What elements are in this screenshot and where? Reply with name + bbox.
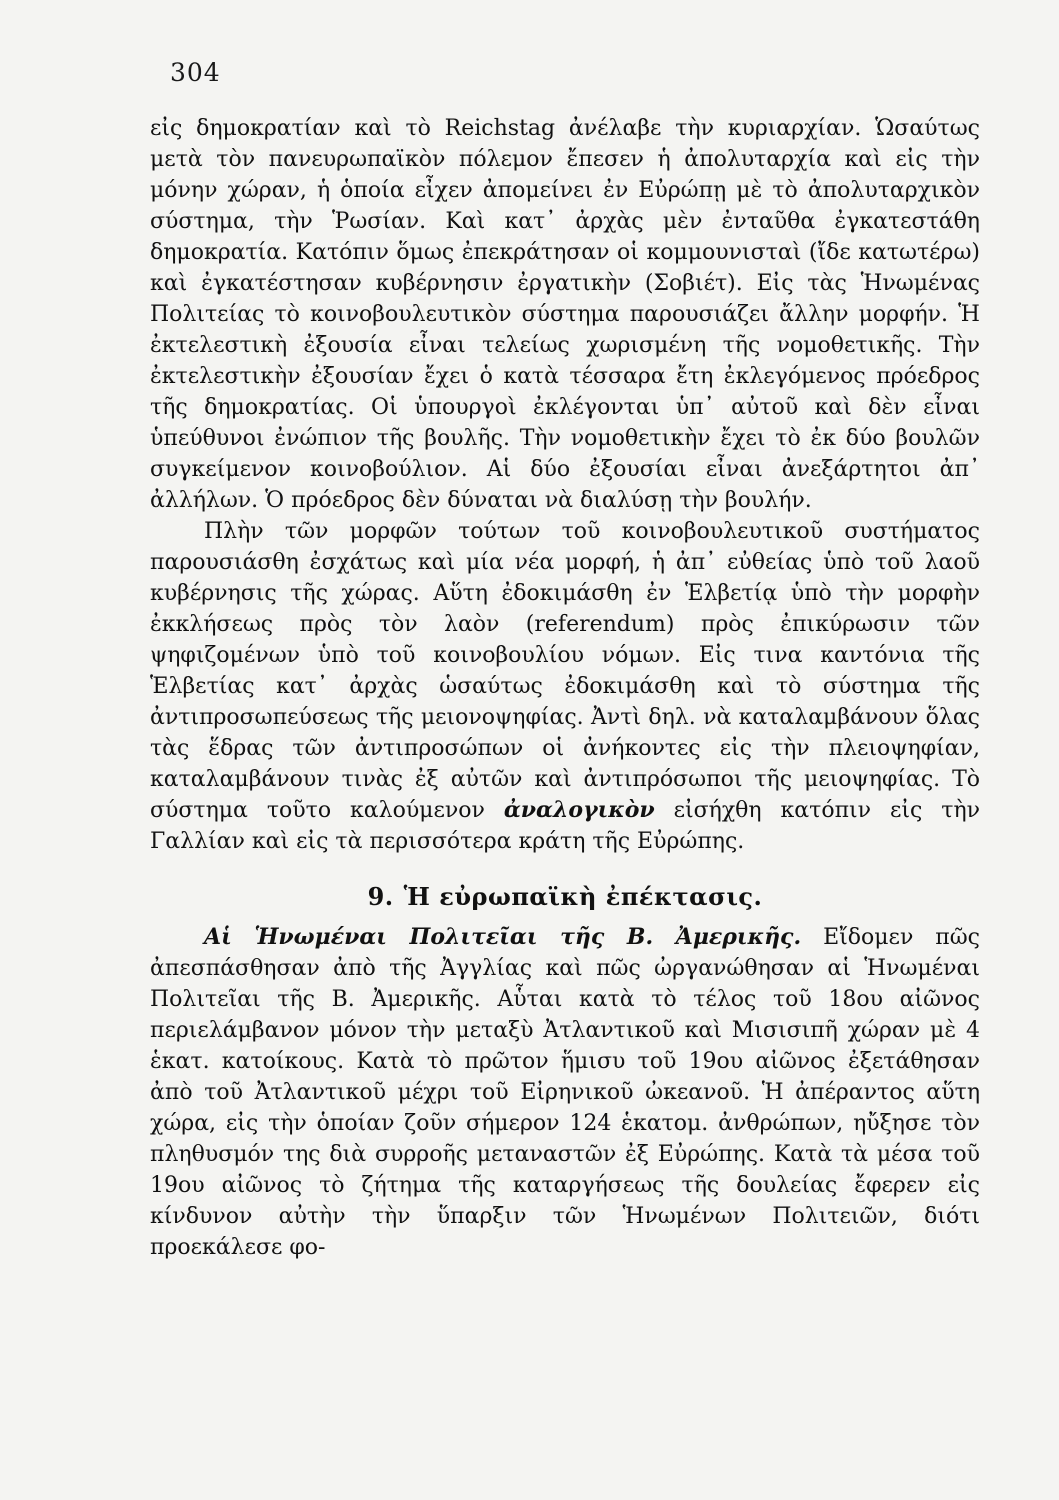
paragraph-1: εἰς δημοκρατίαν καὶ τὸ Reichstag ἀνέλαβε τὴν κυριαρχίαν. Ὡσαύτως μετὰ τὸν πανευρωπαϊκὸν πόλεμον ἔπεσεν ἡ ἀπολυταρχία καὶ εἰς τὴν μόνην χώραν, ἡ ὁποία εἶχεν ἀπομείνει ἐν Εὐρώπῃ μὲ τὸ ἀπολυταρχικὸν σύστημα, τὴν Ῥωσίαν. Καὶ κατ᾿ ἀρχὰς μὲν ἐνταῦθα ἐγκατεστάθη δημοκρατία. Κατόπιν ὅμως ἐπεκράτησαν οἱ κομμουνισταὶ (ἴδε κατωτέρω) καὶ ἐγκατέστησαν κυβέρνησιν ἐργατικὴν (Σοβιέτ). Εἰς τὰς Ἡνωμένας Πολιτείας τὸ κοινοβουλευτικὸν σύστημα παρουσιάζει ἄλλην μορφήν. Ἡ ἐκτελεστικὴ ἐξουσία εἶναι τελείως χωρισμένη τῆς νομοθετικῆς. Τὴν ἐκτελεστικὴν ἐξουσίαν ἔχει ὁ κατὰ τέσσαρα ἔτη ἐκλεγόμενος πρόεδρος τῆς δημοκρατίας. Οἱ ὑπουργοὶ ἐκλέγονται ὑπ᾿ αὐτοῦ καὶ δὲν εἶναι ὑπεύθυνοι ἐνώπιον τῆς βουλῆς. Τὴν νομοθετικὴν ἔχει τὸ ἐκ δύο βουλῶν συγκείμενον κοινοβούλιον. Αἱ δύο ἐξουσίαι εἶναι ἀνεξάρτητοι ἀπ᾿ ἀλλήλων. Ὁ πρόεδρος δὲν δύναται νὰ διαλύσῃ τὴν βουλήν. xyxy=(150,116,980,513)
paragraph-3-text: Εἴδομεν πῶς ἀπεσπάσθησαν ἀπὸ τῆς Ἀγγλίας καὶ πῶς ὠργανώθησαν αἱ Ἡνωμέναι Πολιτεῖαι τῆς Β. Ἀμερικῆς. Αὗται κατὰ τὸ τέλος τοῦ 18ου αἰῶνος περιελάμβανον μόνον τὴν μεταξὺ Ἀτλαντικοῦ καὶ Μισισιπῆ χώραν μὲ 4 ἑκατ. κατοίκους. Κατὰ τὸ πρῶτον ἥμισυ τοῦ 19ου αἰῶνος ἐξετάθησαν ἀπὸ τοῦ Ἀτλαντικοῦ μέχρι τοῦ Εἰρηνικοῦ ὠκεανοῦ. Ἡ ἀπέραντος αὕτη χώρα, εἰς τὴν ὁποίαν ζοῦν σήμερον 124 ἑκατομ. ἀνθρώπων, ηὔξησε τὸν πληθυσμόν της διὰ συρροῆς μεταναστῶν ἐξ Εὐρώπης. Κατὰ τὰ μέσα τοῦ 19ου αἰῶνος τὸ ζήτημα τῆς καταργήσεως τῆς δουλείας ἔφερεν εἰς κίνδυνον αὐτὴν τὴν ὕπαρξιν τῶν Ἡνωμένων Πολιτειῶν, διότι προεκάλεσε φο- xyxy=(150,925,980,1260)
text-column xyxy=(150,113,980,1263)
paragraph-2 xyxy=(150,516,980,857)
section-title: Ἡ εὐρωπαϊκὴ ἐπέκτασις. xyxy=(403,882,763,911)
paragraph-2-text-a: Πλὴν τῶν μορφῶν τούτων τοῦ κοινοβουλευτικοῦ συστήματος παρουσιάσθη ἐσχάτως καὶ μία νέα μορφή, ἡ ἀπ᾿ εὐθείας ὑπὸ τοῦ λαοῦ κυβέρνησις τῆς χώρας. Αὕτη ἐδοκιμάσθη ἐν Ἑλβετίᾳ ὑπὸ τὴν μορφὴν ἐκκλήσεως πρὸς τὸν λαὸν (referendum) πρὸς ἐπικύρωσιν τῶν ψηφιζομένων ὑπὸ τοῦ κοινοβουλίου νόμων. Εἰς τινα καντόνια τῆς Ἑλβετίας κατ᾿ ἀρχὰς ὡσαύτως ἐδοκιμάσθη καὶ τὸ σύστημα τῆς ἀντιπροσωπεύσεως τῆς μειονοψηφίας. Ἀντὶ δηλ. νὰ καταλαμβάνουν ὅλας τὰς ἕδρας τῶν ἀντιπροσώπων οἱ ἀνήκοντες εἰς τὴν πλειοψηφίαν, καταλαμβάνουν τινὰς ἐξ αὐτῶν καὶ ἀντιπρόσωποι τῆς μειοψηφίας. Τὸ σύστημα τοῦτο καλούμενον xyxy=(150,519,980,823)
term-analogikon: ἀναλογικὸν xyxy=(503,797,655,823)
paragraph-3-lead: Αἱ Ἡνωμέναι Πολιτεῖαι τῆς Β. Ἀμερικῆς. xyxy=(204,924,802,950)
page-number: 304 xyxy=(170,58,221,87)
paragraph-2-text-b: εἰσήχθη κατόπιν εἰς τὴν Γαλλίαν καὶ εἰς τὰ περισσότερα κράτη τῆς Εὐρώπης. xyxy=(150,798,981,854)
section-heading xyxy=(150,881,980,912)
section-number: 9. xyxy=(367,882,394,911)
paragraph-3 xyxy=(150,922,980,1263)
